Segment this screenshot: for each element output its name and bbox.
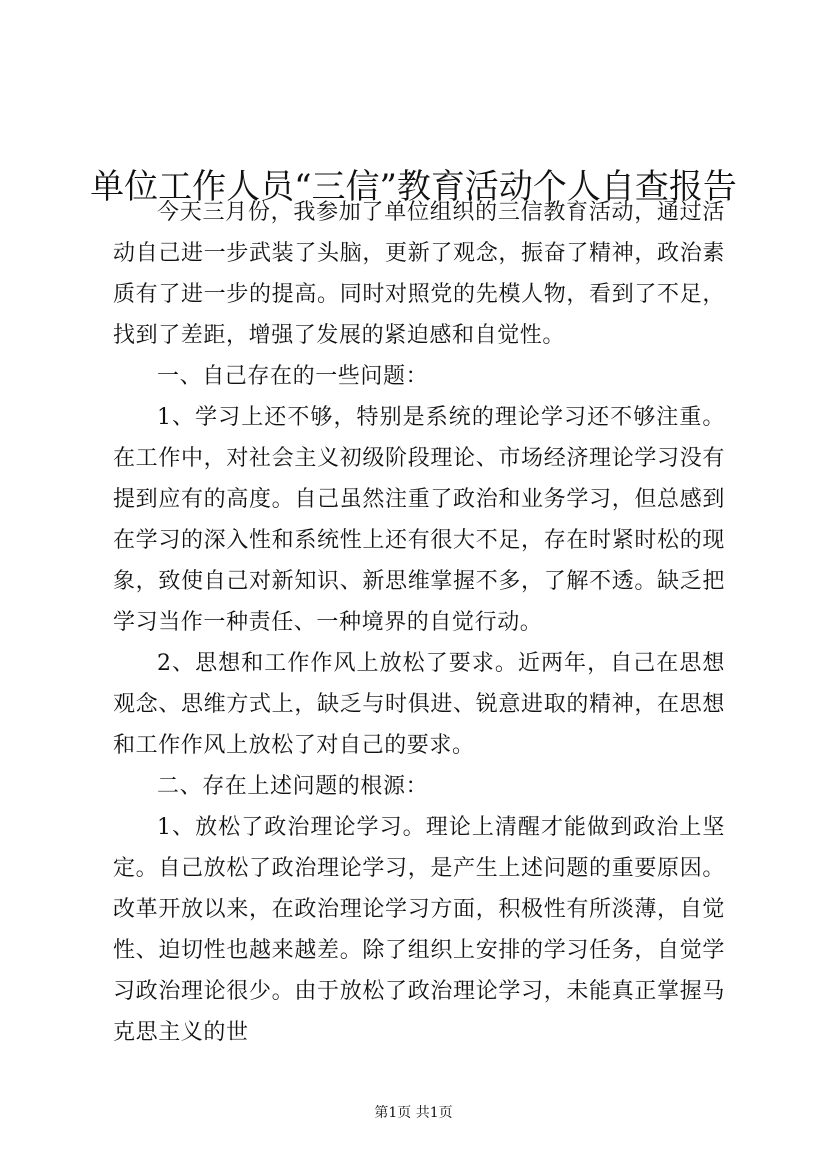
paragraph-problem-2: 2、思想和工作作风上放松了要求。近两年，自己在思想观念、思维方式上，缺乏与时俱进、锐意进取的精神，在思想和工作作风上放松了对自己的要求。 [113, 651, 725, 758]
paragraph-problem-1: 1、学习上还不够，特别是系统的理论学习还不够注重。在工作中，对社会主义初级阶段理论、市场经济理论学习没有提到应有的高度。自己虽然注重了政治和业务学习，但总感到在学习的深入性和系统性上还有很大不足，存在时紧时松的现象，致使自己对新知识、新思维掌握不多，了解不透。缺乏把学习当作一种责任、一种境界的自觉行动。 [113, 405, 725, 635]
paragraph-intro: 今天三月份，我参加了单位组织的三信教育活动，通过活动自己进一步武装了头脑，更新了观念，振奋了精神，政治素质有了进一步的提高。同时对照党的先模人物，看到了不足，找到了差距，增强了发展的紧迫感和自觉性。 [113, 200, 725, 348]
page-footer: 第1页 共1页 [374, 1105, 453, 1121]
paragraph-root-cause-1: 1、放松了政治理论学习。理论上清醒才能做到政治上坚定。自己放松了政治理论学习，是产生上述问题的重要原因。改革开放以来，在政治理论学习方面，积极性有所淡薄，自觉性、迫切性也越来越差。除了组织上安排的学习任务，自觉学习政治理论很少。由于放松了政治理论学习，未能真正掌握马克思主义的世 [113, 815, 725, 1045]
section-heading-problems: 一、自己存在的一些问题： [157, 364, 429, 389]
document-title: 单位工作人员“三信”教育活动个人自查报告 [90, 166, 737, 207]
document-body [113, 192, 725, 1053]
section-heading-root-causes: 二、存在上述问题的根源： [157, 774, 429, 799]
